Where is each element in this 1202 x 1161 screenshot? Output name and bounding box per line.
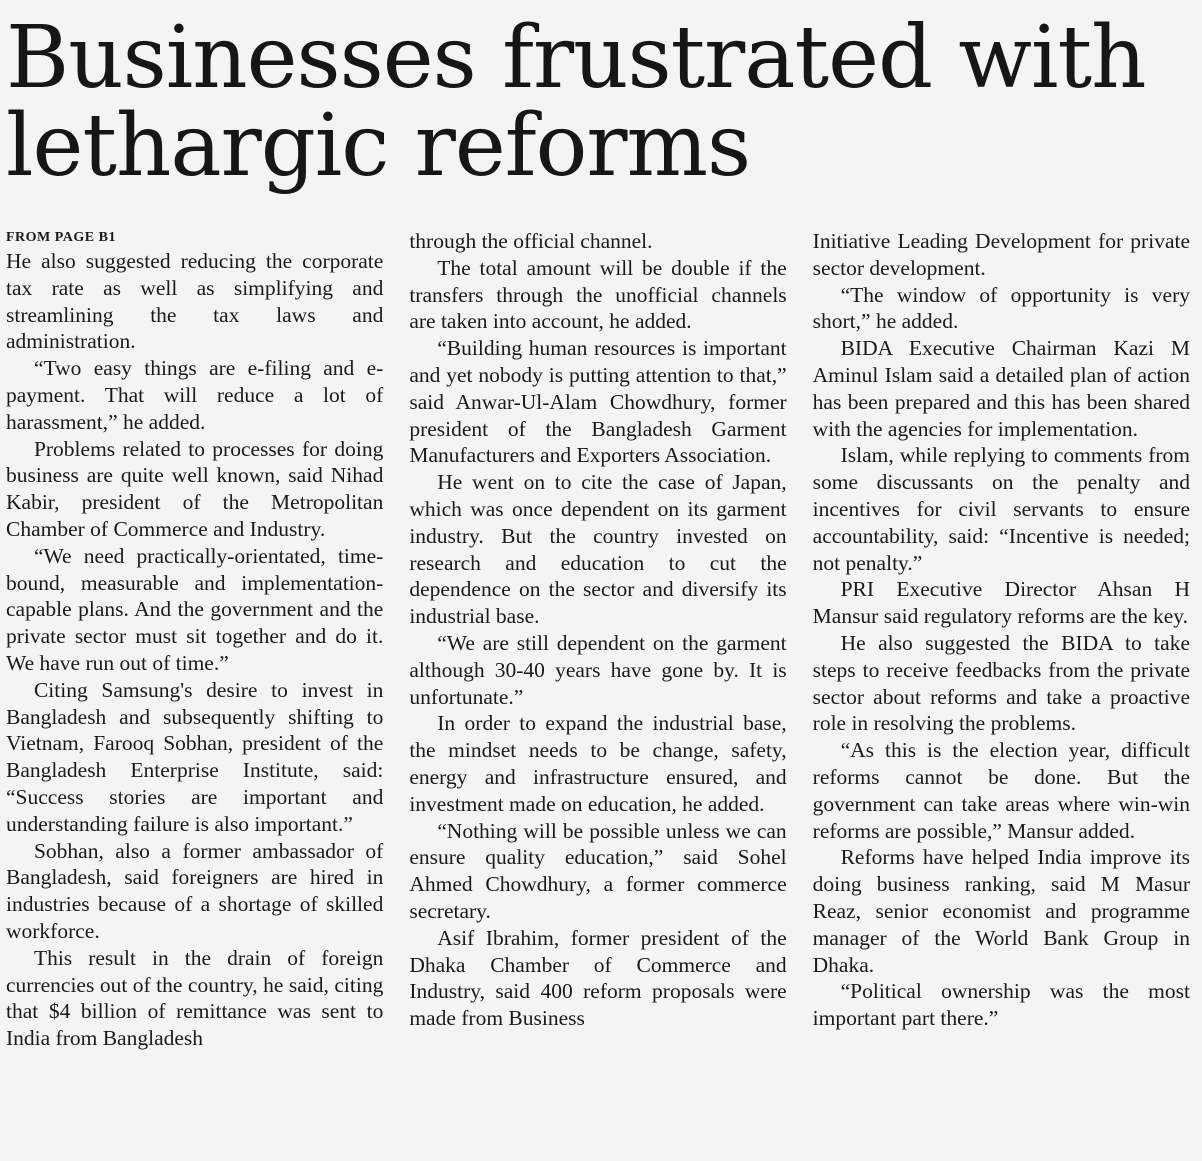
kicker: FROM PAGE B1 [6,230,116,245]
paragraph: He also suggested the BIDA to take steps to receive feedbacks from the private sector about reforms and take a proactive role in resolving the problems. [812,630,1190,736]
paragraph: Sobhan, also a former ambassador of Bangladesh, said foreigners are hired in industries because of a shortage of skilled workforce. [6,838,384,943]
paragraph: He also suggested reducing the corporate tax rate as well as simplifying and streamlining the tax laws and administration. [6,249,384,354]
paragraph: Islam, while replying to comments from some discussants on the penalty and incentives for civil servants to ensure accountability, said: “Incentive is needed; not penalty.” [812,443,1190,575]
paragraph: This result in the drain of foreign currencies out of the country, he said, citing that $4 billion of remittance was sent to India from Bangladesh [6,945,384,1051]
paragraph: “We need practically-orientated, time-bound, measurable and implementation-capable plans. And the government and the private sector must sit together and do it. We have run out of time.” [6,543,384,675]
paragraph: Initiative Leading Development for private sector development. [812,229,1190,280]
paragraph: “As this is the election year, difficult reforms cannot be done. But the government can take areas where win-win reforms are possible,” Mansur added. [812,738,1190,843]
column-3 [813,228,1190,1052]
paragraph: “Two easy things are e-filing and e-payment. That will reduce a lot of harassment,” he added. [6,356,384,434]
paragraph: Citing Samsung's desire to invest in Bangladesh and subsequently shifting to Vietnam, Farooq Sobhan, president of the Bangladesh Enterprise Institute, said: “Success stories are important and understanding failure is also important.” [6,677,384,836]
paragraph: Reforms have helped India improve its doing business ranking, said M Masur Reaz, senior economist and programme manager of the World Bank Group in Dhaka. [812,845,1190,977]
paragraph: He went on to cite the case of Japan, which was once dependent on its garment industry. But the country invested on research and education to cut the dependence on the sector and diversify its industrial base. [409,470,787,629]
article-body [6,228,1190,1052]
paragraph: “Building human resources is important and yet nobody is putting attention to that,” said Anwar-Ul-Alam Chowdhury, former president of the Bangladesh Garment Manufacturers and Exporters Association. [409,336,787,468]
paragraph: Asif Ibrahim, former president of the Dhaka Chamber of Commerce and Industry, said 400 reform proposals were made from Business [409,925,787,1031]
headline: Businesses frustrated with lethargic reforms [6,8,1146,196]
paragraph: “Nothing will be possible unless we can ensure quality education,” said Sohel Ahmed Chowdhury, a former commerce secretary. [409,818,787,923]
paragraph: “We are still dependent on the garment although 30-40 years have gone by. It is unfortunate.” [409,630,787,709]
paragraph: Problems related to processes for doing business are quite well known, said Nihad Kabir, president of the Metropolitan Chamber of Commerce and Industry. [6,436,384,541]
paragraph: The total amount will be double if the transfers through the unofficial channels are taken into account, he added. [409,255,787,334]
paragraph: through the official channel. [409,229,653,253]
paragraph: In order to expand the industrial base, the mindset needs to be change, safety, energy and infrastructure ensured, and investment made on education, he added. [409,711,787,816]
paragraph: PRI Executive Director Ahsan H Mansur said regulatory reforms are the key. [812,577,1190,629]
paragraph: “Political ownership was the most important part there.” [812,979,1190,1031]
paragraph: BIDA Executive Chairman Kazi M Aminul Islam said a detailed plan of action has been prepared and this has been shared with the agencies for implementation. [812,336,1190,441]
column-1 [6,228,383,1052]
paragraph: “The window of opportunity is very short,” he added. [812,282,1190,334]
column-2 [409,228,786,1052]
